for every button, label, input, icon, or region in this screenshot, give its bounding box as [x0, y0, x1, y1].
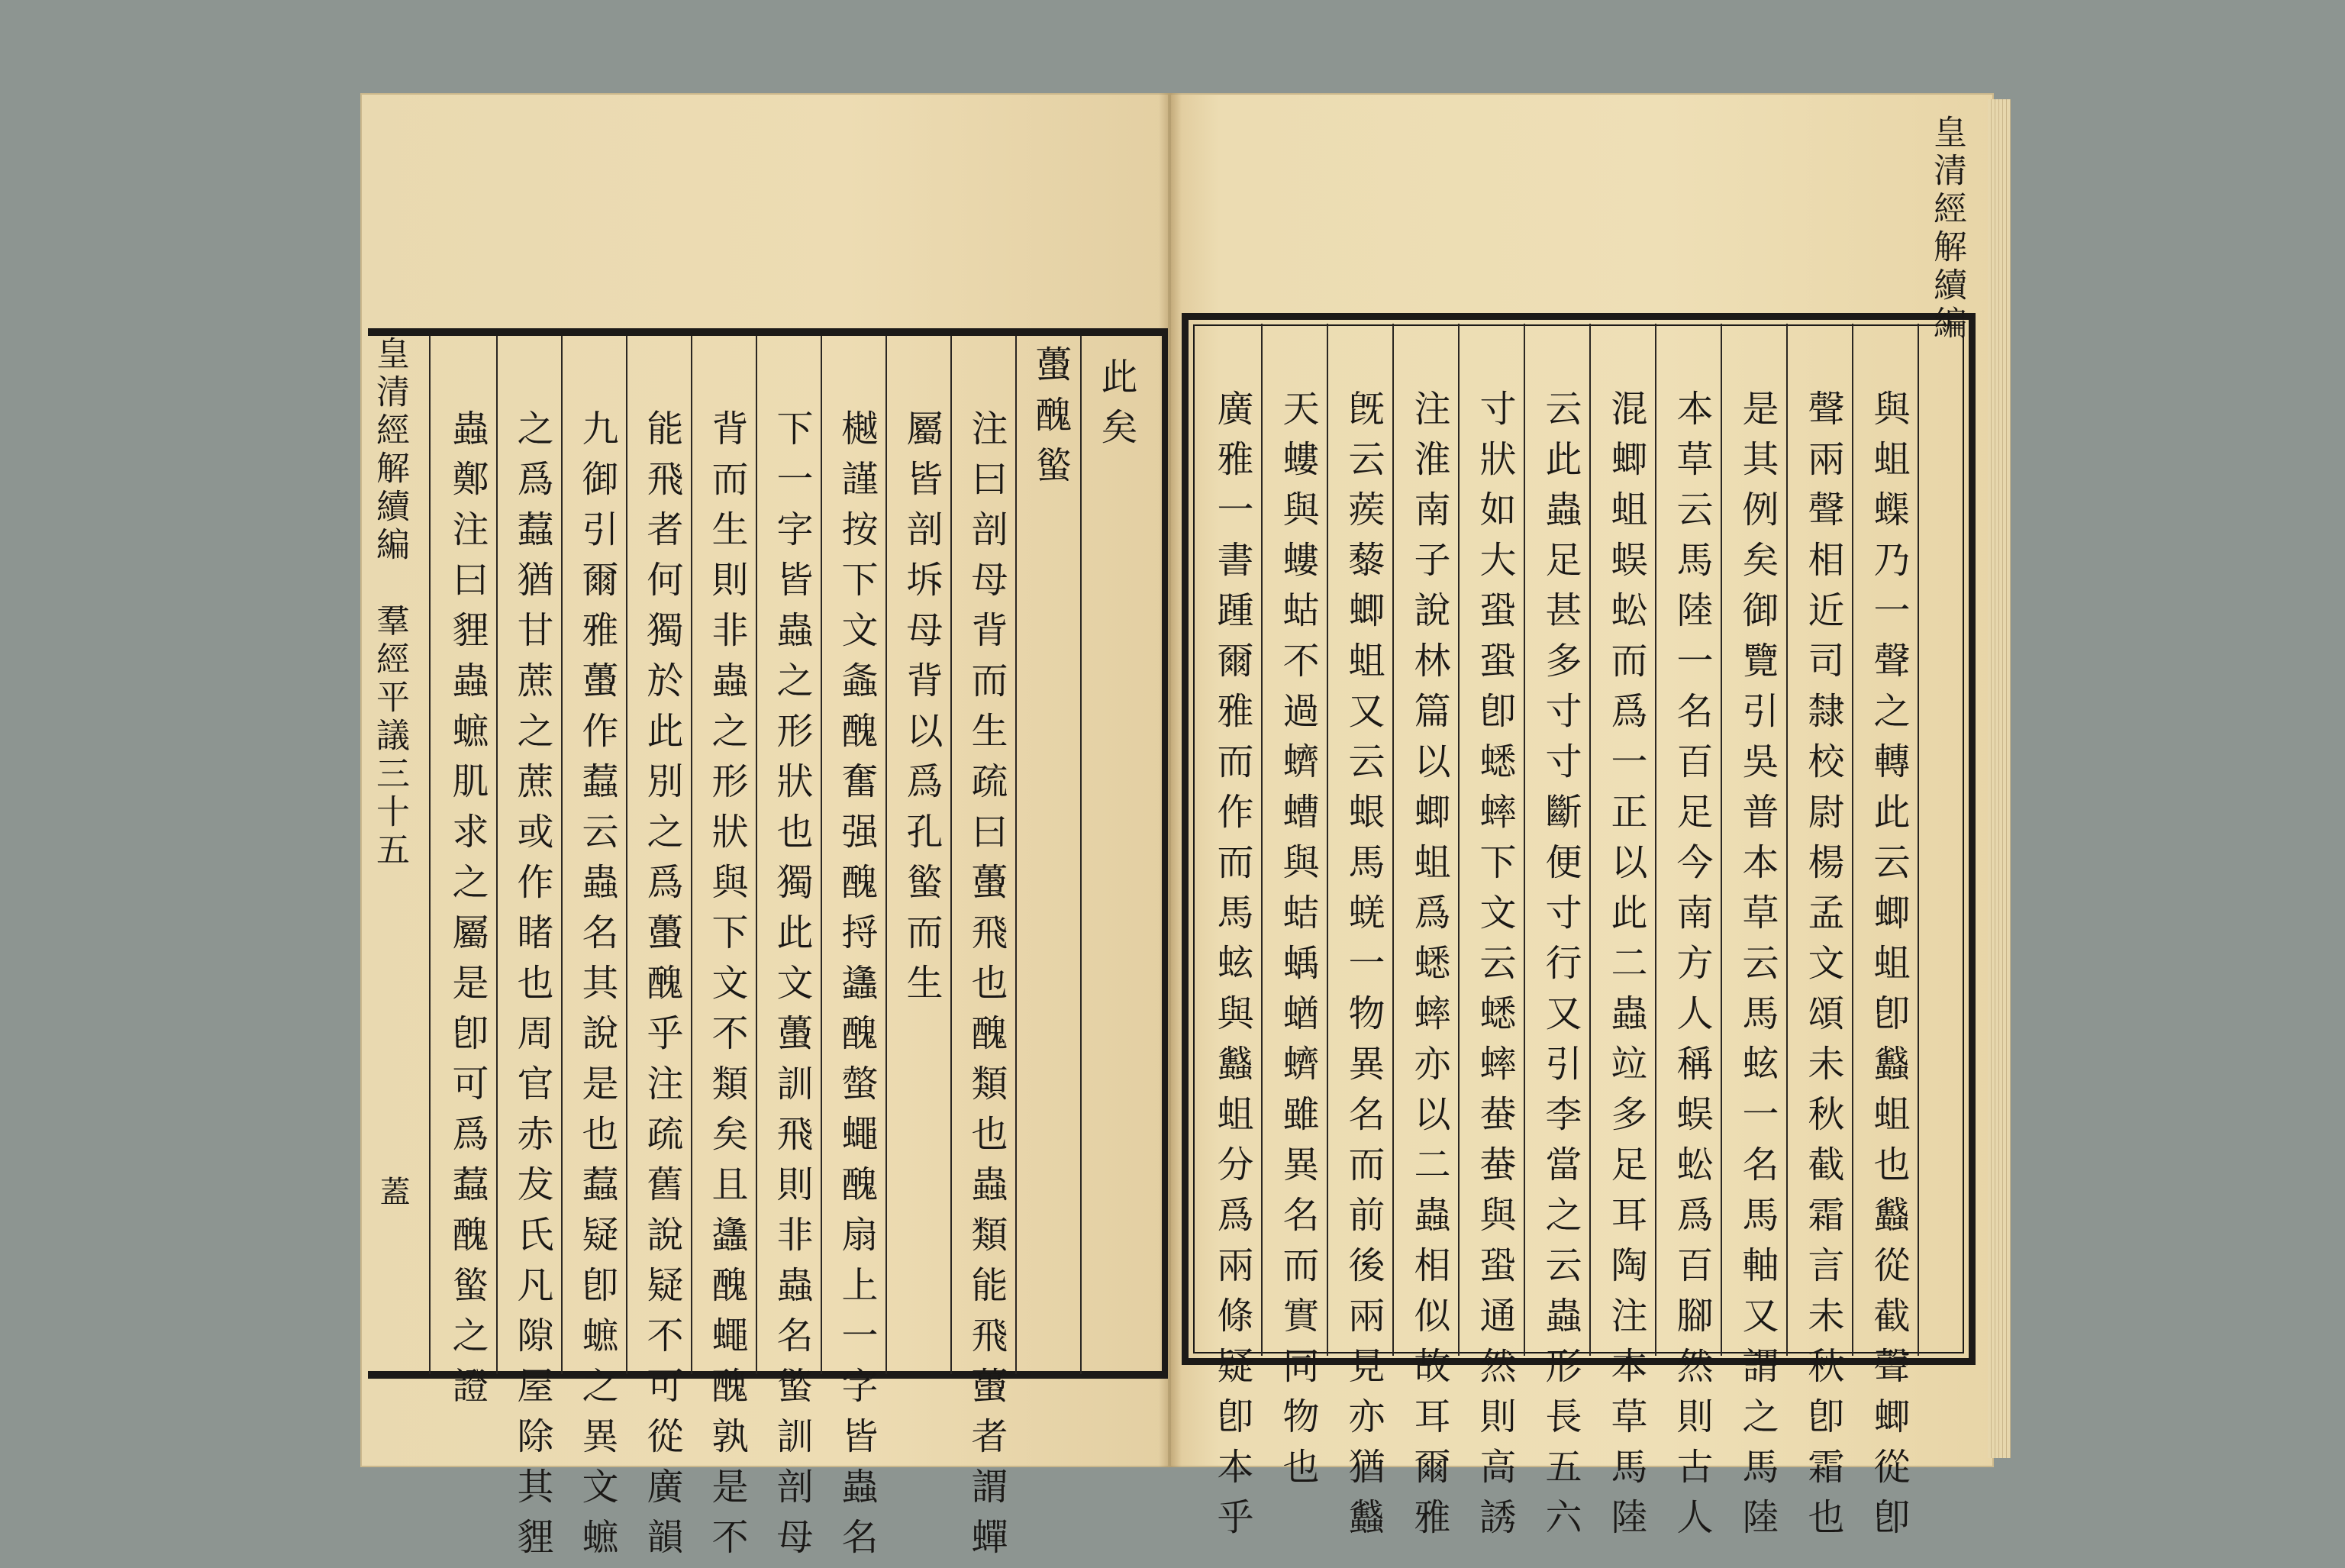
left-column-1: 此矣 — [1095, 357, 1137, 458]
column-rule — [1918, 324, 1919, 1356]
left-column-6: 下一字皆蟲之形狀也獨此文蠆訓飛則非蟲名螸訓剖母 — [770, 409, 813, 1568]
left-column-8: 能飛者何獨於此別之爲蠆醜乎注疏舊說疑不可從廣韻 — [640, 409, 683, 1568]
left-column-9: 九御引爾雅蠆作蠚云蟲名其說是也蠚疑卽蟅之異文蟅 — [576, 409, 618, 1568]
column-rule — [691, 336, 692, 1374]
right-column-2: 聲兩聲相近司隸校尉楊孟文頌未秋截霜言未秋卽霜也 — [1801, 389, 1844, 1548]
left-column-11: 蟲鄭注曰貍蟲蟅肌求之屬是卽可爲蠚醜螸之證 — [446, 409, 489, 1417]
right-column-10: 天螻與螻蛄不過蠐螬與蛣蝺蝤蠐雖異名而實同物也 — [1276, 389, 1319, 1498]
column-rule — [821, 336, 822, 1374]
left-margin-subtitle: 羣經平議三十五 — [370, 603, 409, 870]
right-column-9: 旣云蒺藜蝍蛆又云蛝馬蜣一物異名而前後兩見亦猶蠽 — [1342, 389, 1385, 1548]
column-rule — [1458, 324, 1460, 1356]
left-column-10: 之爲蠚猶甘蔗之蔗或作睹也周官赤犮氏凡隙屋除其貍 — [511, 409, 553, 1568]
right-column-5: 混蝍蛆蜈蚣而爲一正以此二蟲竝多足耳陶注本草馬陸 — [1605, 389, 1647, 1548]
left-column-2: 蠆醜螸 — [1029, 345, 1072, 496]
column-rule — [1261, 324, 1263, 1356]
left-column-3: 注曰剖母背而生疏曰蠆飛也醜類也蟲類能飛蠆者謂蟬 — [965, 409, 1008, 1568]
column-rule — [1589, 324, 1591, 1356]
left-margin-title: 皇清經解續編 — [370, 336, 409, 565]
left-page-number: 蓋 — [375, 1176, 410, 1209]
column-rule — [1524, 324, 1525, 1356]
column-rule — [561, 336, 563, 1374]
column-rule — [1786, 324, 1788, 1356]
column-rule — [429, 336, 431, 1374]
right-column-8: 注淮南子說林篇以蝍蛆爲蟋蟀亦以二蟲相似故耳爾雅 — [1408, 389, 1450, 1548]
right-column-11: 廣雅一書踵爾雅而作而馬蚿與蠽蛆分爲兩條疑卽本乎 — [1211, 389, 1253, 1548]
column-rule — [1015, 336, 1017, 1374]
page-edges — [1988, 99, 2011, 1458]
column-rule — [1327, 324, 1328, 1356]
column-rule — [885, 336, 887, 1374]
right-column-4: 本草云馬陸一名百足今南方人稱蜈蚣爲百腳然則古人 — [1670, 389, 1713, 1548]
column-rule — [626, 336, 627, 1374]
right-column-3: 是其例矣御覽引吳普本草云馬蚿一名馬軸又謂之馬陸 — [1736, 389, 1779, 1548]
left-column-5: 樾謹按下文螽醜奮强醜捋蠭醜螫蠅醜扇上一字皆蟲名 — [835, 409, 878, 1568]
column-rule — [1392, 324, 1394, 1356]
right-margin-title: 皇清經解續編 — [1927, 115, 1966, 344]
column-rule — [950, 336, 952, 1374]
column-rule — [1721, 324, 1722, 1356]
column-rule — [1655, 324, 1656, 1356]
column-rule — [496, 336, 498, 1374]
right-column-6: 云此蟲足甚多寸寸斷便寸行又引李當之云蟲形長五六 — [1539, 389, 1582, 1548]
left-column-4: 屬皆剖坼母背以爲孔螸而生 — [900, 409, 943, 1014]
column-rule — [1080, 336, 1082, 1374]
right-column-1: 與蛆蟝乃一聲之轉此云蝍蛆卽蠽蛆也蠽從截聲蝍從卽 — [1867, 389, 1910, 1548]
right-column-7: 寸狀如大蛩蛩卽蟋蟀下文云蟋蟀蛬蛬與蛩通然則高誘 — [1473, 389, 1516, 1548]
column-rule — [756, 336, 757, 1374]
column-rule — [1852, 324, 1853, 1356]
left-column-7: 背而生則非蟲之形狀與下文不類矣且蠭醜蠅醜孰是不 — [705, 409, 748, 1568]
